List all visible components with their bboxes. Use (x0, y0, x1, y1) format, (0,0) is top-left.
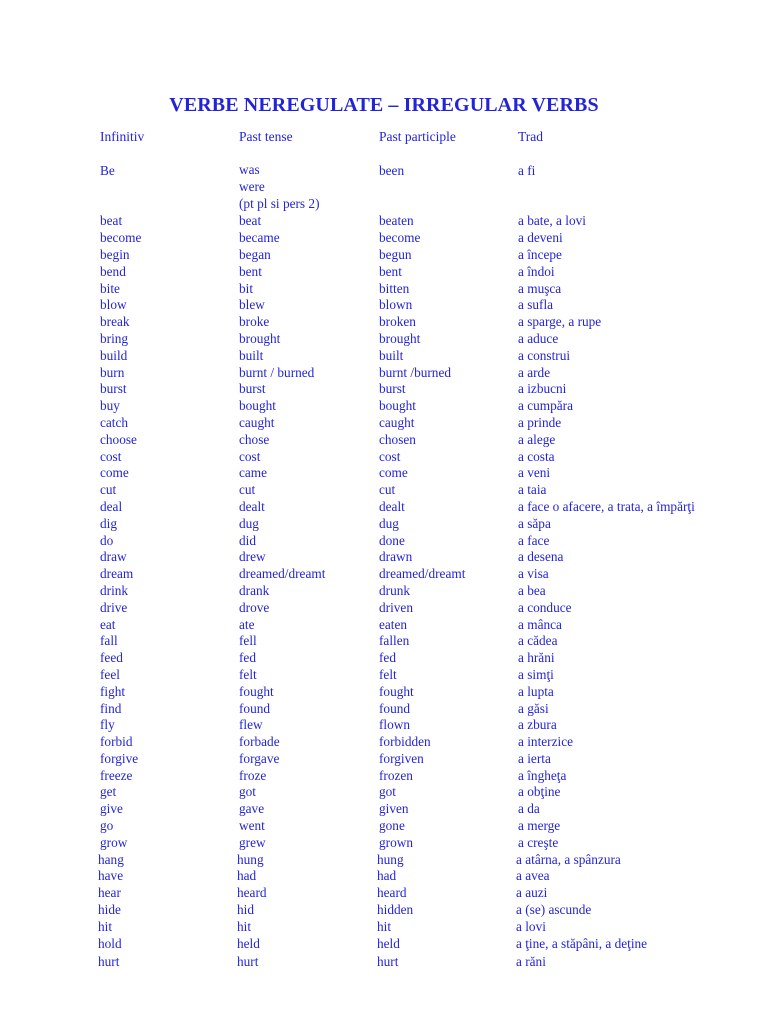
table-row (100, 296, 760, 313)
cell-translation: a îndoi (518, 263, 555, 279)
table-row (100, 817, 760, 834)
table-row (100, 582, 760, 599)
cell-infinitive: begin (100, 246, 130, 262)
cell-past-participle: become (379, 230, 421, 246)
cell-infinitive: eat (100, 616, 116, 632)
cell-translation: a aduce (518, 330, 559, 346)
cell-past-tense: beat (239, 213, 262, 229)
cell-past-tense: chose (239, 431, 270, 447)
cell-past-tense: fell (239, 633, 257, 649)
table-row (100, 515, 760, 532)
cell-infinitive: beat (100, 213, 123, 229)
cell-infinitive: go (100, 818, 114, 834)
cell-past-tense: forgave (239, 750, 280, 766)
table-row (100, 414, 760, 431)
cell-translation: a desena (518, 549, 564, 565)
table-row (98, 851, 758, 868)
table-row (100, 599, 760, 616)
cell-past-participle: forgiven (379, 750, 424, 766)
cell-past-participle: dealt (379, 498, 405, 514)
past-tense-line: were (239, 178, 265, 194)
cell-translation: a prinde (518, 414, 562, 430)
cell-infinitive: cost (100, 448, 122, 464)
table-header (100, 128, 760, 146)
table-row (100, 229, 760, 246)
cell-past-participle: driven (379, 599, 413, 615)
table-row (98, 953, 758, 970)
cell-translation: a fi (518, 163, 536, 178)
cell-infinitive: fly (100, 717, 115, 733)
table-row (100, 380, 760, 397)
cell-infinitive: hear (98, 885, 121, 901)
cell-translation: a lupta (518, 683, 554, 699)
table-row (98, 901, 758, 918)
cell-past-participle: hurt (377, 954, 399, 970)
cell-past-participle: hidden (377, 902, 414, 918)
cell-past-tense: drank (239, 582, 270, 598)
cell-infinitive: hurt (98, 954, 120, 970)
table-row (100, 683, 760, 700)
table-row (98, 867, 758, 884)
cell-infinitive: hide (98, 902, 121, 918)
cell-infinitive: hang (98, 851, 124, 867)
cell-past-participle: forbidden (379, 734, 431, 750)
cell-translation: a arde (518, 364, 551, 380)
cell-past-tense: drew (239, 549, 266, 565)
cell-translation: a visa (518, 566, 549, 582)
table-row (100, 448, 760, 465)
cell-past-participle: drawn (379, 549, 413, 565)
cell-past-participle: fought (379, 683, 414, 699)
cell-past-participle: bitten (379, 280, 410, 296)
cell-past-participle: gone (379, 818, 405, 834)
cell-translation: a cumpăra (518, 398, 573, 414)
cell-past-tense: became (239, 230, 280, 246)
cell-past-participle: cut (379, 482, 396, 498)
table-row (100, 632, 760, 649)
cell-past-tense (239, 162, 320, 212)
cell-past-tense: drove (239, 599, 270, 615)
cell-past-tense: fed (239, 650, 256, 666)
cell-infinitive: bring (100, 330, 129, 346)
cell-infinitive: break (100, 314, 130, 330)
table-row (100, 700, 760, 717)
cell-past-tense: dug (239, 515, 259, 531)
cell-past-participle: been (379, 163, 405, 178)
cell-past-participle: frozen (379, 767, 413, 783)
cell-past-tense: built (239, 347, 264, 363)
cell-past-participle: found (379, 700, 411, 716)
table-row (100, 397, 760, 414)
cell-past-tense: came (239, 465, 268, 481)
cell-infinitive: Be (100, 163, 115, 178)
cell-past-tense: held (237, 935, 260, 951)
cell-past-tense: got (239, 784, 256, 800)
cell-past-tense: had (237, 868, 257, 884)
cell-past-participle: hung (377, 851, 404, 867)
cell-infinitive: have (98, 868, 124, 884)
cell-infinitive: drink (100, 582, 129, 598)
cell-translation: a lovi (516, 918, 546, 934)
cell-translation: a alege (518, 431, 556, 447)
cell-past-tense: went (239, 818, 265, 834)
table-row (98, 935, 758, 952)
cell-infinitive: feed (100, 650, 123, 666)
cell-past-participle: beaten (379, 213, 414, 229)
cell-infinitive: buy (100, 398, 120, 414)
table-row (98, 884, 758, 901)
cell-infinitive: freeze (100, 767, 133, 783)
table-row (100, 246, 760, 263)
cell-past-participle: eaten (379, 616, 408, 632)
cell-translation: a sufla (518, 297, 554, 313)
cell-translation: a merge (518, 818, 561, 834)
cell-translation: a avea (516, 868, 550, 884)
cell-translation: a sparge, a rupe (518, 314, 602, 330)
cell-translation: a muşca (518, 280, 562, 296)
cell-translation: a face (518, 532, 550, 548)
cell-past-tense: fought (239, 683, 274, 699)
cell-past-tense: began (239, 246, 271, 262)
cell-infinitive: burst (100, 381, 127, 397)
cell-past-tense: hid (237, 902, 254, 918)
cell-infinitive: deal (100, 498, 123, 514)
cell-translation: a deveni (518, 230, 563, 246)
cell-past-participle: dreamed/dreamt (379, 566, 466, 582)
cell-past-tense: heard (237, 885, 267, 901)
cell-translation: a hrăni (518, 650, 555, 666)
cell-translation: a ţine, a stăpâni, a deţine (516, 935, 648, 951)
cell-past-tense: burst (239, 381, 266, 397)
table-row (100, 565, 760, 582)
cell-past-participle: broken (379, 314, 416, 330)
cell-past-tense: grew (239, 834, 266, 850)
table-row (100, 212, 760, 229)
cell-past-tense: dreamed/dreamt (239, 566, 326, 582)
table-row (100, 364, 760, 381)
table-row (100, 162, 760, 212)
cell-past-tense: froze (239, 767, 267, 783)
cell-past-participle: chosen (379, 431, 416, 447)
cell-infinitive: catch (100, 414, 129, 430)
cell-past-participle: flown (379, 717, 411, 733)
cell-past-participle: fallen (379, 633, 410, 649)
cell-past-participle: fed (379, 650, 396, 666)
cell-past-participle: felt (379, 666, 397, 682)
cell-past-participle: brought (379, 330, 421, 346)
cell-past-participle: cost (379, 448, 401, 464)
cell-infinitive: give (100, 801, 123, 817)
cell-past-participle: come (379, 465, 408, 481)
cell-translation: a bate, a lovi (518, 213, 586, 229)
cell-past-participle: bought (379, 398, 416, 414)
table-row (100, 716, 760, 733)
cell-past-tense: flew (239, 717, 263, 733)
cell-past-tense: caught (239, 414, 275, 430)
table-row (100, 800, 760, 817)
table-row (100, 666, 760, 683)
cell-translation: a cădea (518, 633, 558, 649)
cell-past-tense: cut (239, 482, 256, 498)
table-row (100, 464, 760, 481)
cell-translation: a bea (518, 582, 546, 598)
table-row (100, 548, 760, 565)
cell-past-participle: begun (379, 246, 412, 262)
table-row (100, 347, 760, 364)
cell-infinitive: fall (100, 633, 118, 649)
cell-past-tense: cost (239, 448, 261, 464)
cell-past-tense: did (239, 532, 256, 548)
cell-infinitive: dig (100, 515, 117, 531)
cell-translation: a costa (518, 448, 555, 464)
cell-infinitive: draw (100, 549, 127, 565)
cell-past-tense: gave (239, 801, 265, 817)
cell-infinitive: hit (98, 918, 113, 934)
cell-past-participle: bent (379, 263, 402, 279)
cell-translation: a atârna, a spânzura (516, 851, 621, 867)
cell-past-participle: blown (379, 297, 413, 313)
cell-past-participle: burnt /burned (379, 364, 452, 380)
cell-infinitive: come (100, 465, 129, 481)
cell-infinitive: drive (100, 599, 128, 615)
past-tense-line: (pt pl si pers 2) (239, 195, 320, 211)
table-row (100, 767, 760, 784)
cell-translation: a ierta (518, 750, 551, 766)
cell-past-participle: caught (379, 414, 415, 430)
cell-past-tense: hit (237, 918, 252, 934)
cell-past-participle: given (379, 801, 409, 817)
cell-translation: a răni (516, 954, 546, 970)
cell-translation: a mânca (518, 616, 562, 632)
cell-past-participle: hit (377, 918, 392, 934)
table-row (100, 649, 760, 666)
cell-past-participle: dug (379, 515, 399, 531)
cell-past-participle: heard (377, 885, 407, 901)
cell-translation: a începe (518, 246, 562, 262)
cell-past-participle: done (379, 532, 405, 548)
cell-past-tense: forbade (239, 734, 280, 750)
header-past-tense: Past tense (239, 129, 293, 144)
cell-infinitive: get (100, 784, 117, 800)
cell-translation: a taia (518, 482, 547, 498)
past-tense-line: was (239, 162, 260, 177)
cell-infinitive: do (100, 532, 114, 548)
header-past-participle: Past participle (379, 129, 456, 144)
cell-infinitive: become (100, 230, 142, 246)
cell-infinitive: fight (100, 683, 126, 699)
header-translation: Trad (518, 129, 544, 144)
table-row (100, 532, 760, 549)
cell-past-tense: ate (239, 616, 255, 632)
cell-translation: a face o afacere, a trata, a împărţi (518, 498, 695, 514)
cell-infinitive: burn (100, 364, 125, 380)
cell-past-tense: bent (239, 263, 262, 279)
cell-infinitive: find (100, 700, 122, 716)
cell-past-participle: drunk (379, 582, 411, 598)
cell-infinitive: blow (100, 297, 127, 313)
cell-translation: a veni (518, 465, 551, 481)
cell-infinitive: forbid (100, 734, 133, 750)
cell-past-participle: burst (379, 381, 406, 397)
cell-translation: a da (518, 801, 540, 817)
table-row (100, 330, 760, 347)
table-row (98, 918, 758, 935)
cell-infinitive: forgive (100, 750, 139, 766)
cell-past-tense: bit (239, 280, 254, 296)
cell-translation: a îngheţa (518, 767, 567, 783)
cell-past-participle: built (379, 347, 404, 363)
cell-infinitive: bend (100, 263, 126, 279)
cell-translation: a zbura (518, 717, 557, 733)
cell-infinitive: dream (100, 566, 134, 582)
verb-table (100, 162, 760, 970)
cell-past-tense: broke (239, 314, 270, 330)
cell-infinitive: grow (100, 834, 128, 850)
cell-translation: a găsi (518, 700, 549, 716)
table-row (100, 783, 760, 800)
cell-past-tense: bought (239, 398, 276, 414)
cell-past-tense: brought (239, 330, 281, 346)
cell-translation: a conduce (518, 599, 572, 615)
cell-past-participle: got (379, 784, 396, 800)
table-row (100, 263, 760, 280)
cell-translation: a interzice (518, 734, 573, 750)
cell-past-participle: held (377, 935, 400, 951)
cell-infinitive: bite (100, 280, 120, 296)
cell-infinitive: cut (100, 482, 117, 498)
cell-infinitive: hold (98, 935, 122, 951)
cell-past-tense: dealt (239, 498, 265, 514)
cell-translation: a construi (518, 347, 571, 363)
cell-translation: a (se) ascunde (516, 902, 592, 918)
cell-translation: a săpa (518, 515, 551, 531)
cell-translation: a creşte (518, 834, 559, 850)
cell-translation: a auzi (516, 885, 548, 901)
cell-infinitive: build (100, 347, 128, 363)
cell-infinitive: choose (100, 431, 137, 447)
table-row (100, 616, 760, 633)
page-title: VERBE NEREGULATE – IRREGULAR VERBS (169, 94, 599, 116)
cell-infinitive: feel (100, 666, 120, 682)
header-infinitive: Infinitiv (100, 129, 145, 144)
table-row (100, 750, 760, 767)
table-row (100, 733, 760, 750)
table-row (100, 481, 760, 498)
table-row (100, 280, 760, 297)
cell-past-tense: blew (239, 297, 265, 313)
table-row (100, 834, 760, 851)
cell-translation: a obţine (518, 784, 561, 800)
table-row (100, 313, 760, 330)
table-row (100, 498, 760, 515)
cell-past-tense: found (239, 700, 271, 716)
table-row (100, 431, 760, 448)
cell-past-tense: burnt / burned (239, 364, 315, 380)
cell-translation: a izbucni (518, 381, 567, 397)
cell-translation: a simţi (518, 666, 554, 682)
cell-past-tense: hurt (237, 954, 259, 970)
cell-past-participle: had (377, 868, 397, 884)
cell-past-tense: hung (237, 851, 264, 867)
cell-past-participle: grown (379, 834, 413, 850)
cell-past-tense: felt (239, 666, 257, 682)
